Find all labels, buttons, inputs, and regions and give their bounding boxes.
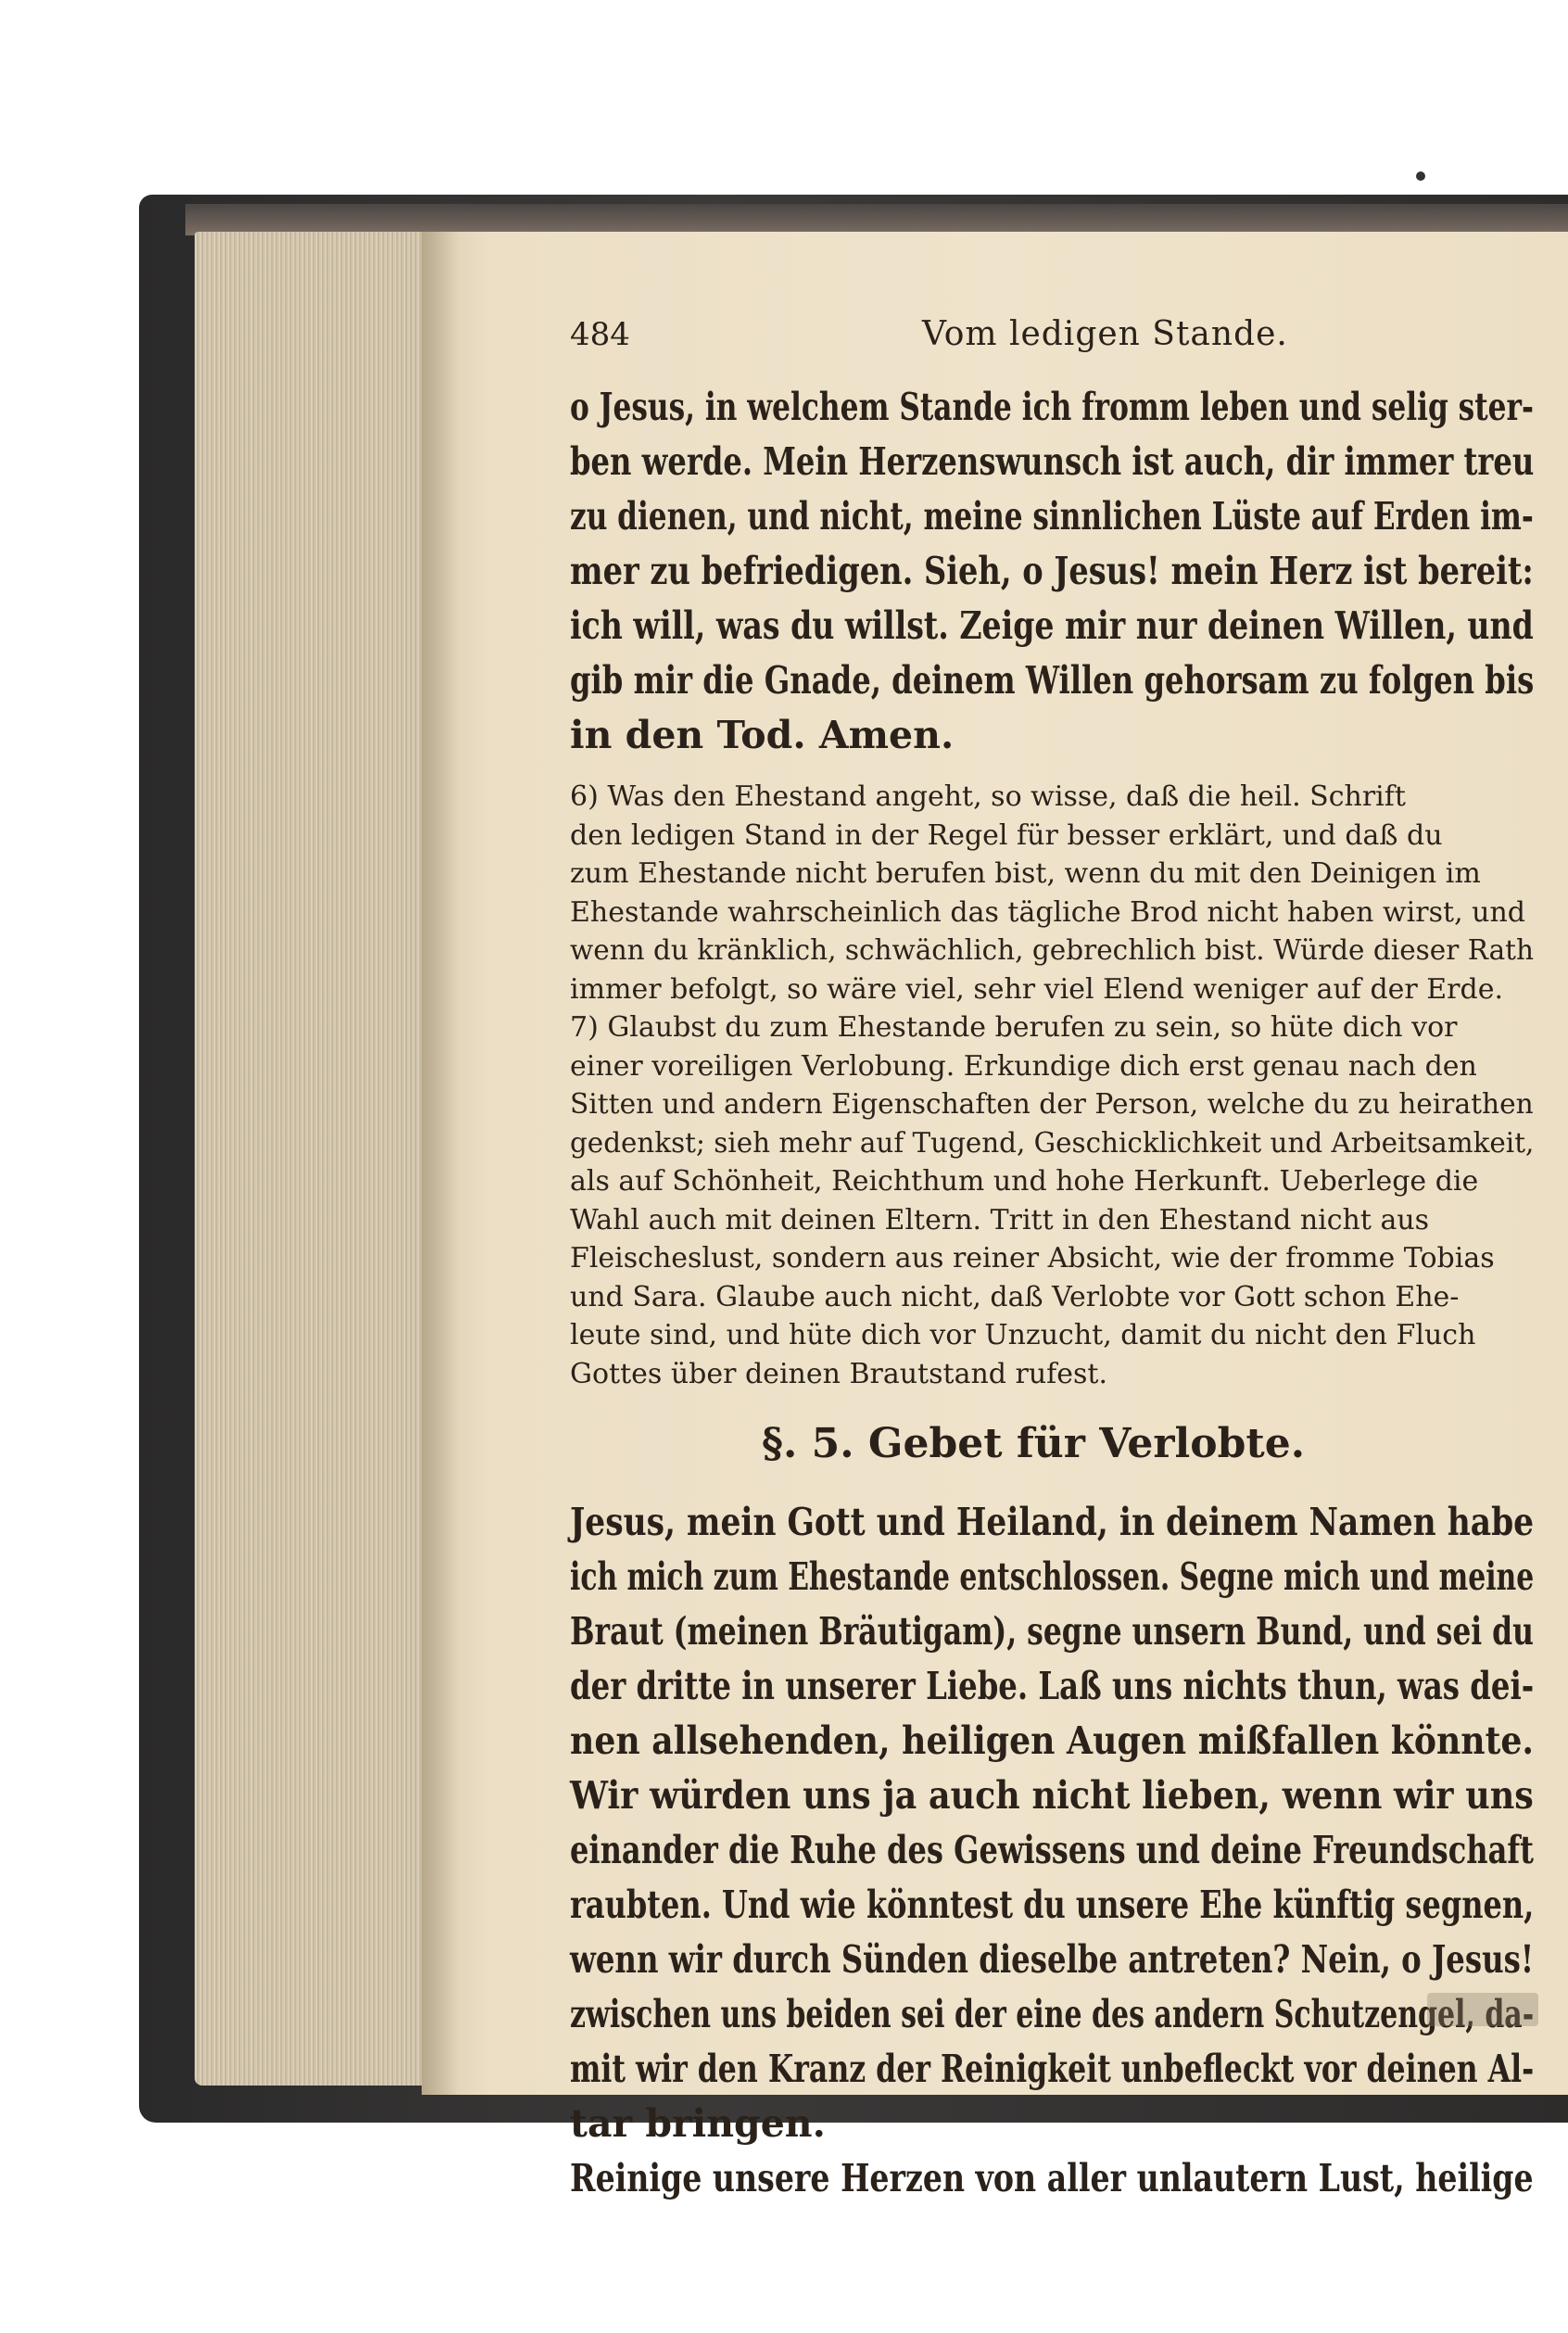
text-line: ben werde. Mein Herzenswunsch ist auch, dir immer treu (570, 439, 1535, 484)
text-line: ich mich zum Ehestande entschlossen. Segne mich und meine (570, 1554, 1535, 1599)
intro-paragraph (570, 380, 1552, 763)
text-line: Ehestande wahrscheinlich das tägliche Brod nicht haben wirst, und (570, 895, 1525, 929)
book-cover-top-edge (185, 204, 1568, 235)
text-line: in den Tod. Amen. (570, 713, 955, 757)
text-line: Wahl auch mit deinen Eltern. Tritt in den Ehestand nicht aus (570, 1203, 1430, 1236)
text-line: der dritte in unserer Liebe. Laß uns nichts thun, was dei- (570, 1664, 1535, 1708)
text-line: und Sara. Glaube auch nicht, daß Verlobte vor Gott schon Ehe- (570, 1280, 1460, 1313)
text-line: Reinige unsere Herzen von aller unlautern Lust, heilige (570, 2156, 1534, 2200)
prayer-paragraph (570, 1495, 1552, 2206)
text-line: leute sind, und hüte dich vor Unzucht, damit du nicht den Fluch (570, 1319, 1476, 1351)
text-line: Sitten und andern Eigenschaften der Person, welche du zu heirathen (570, 1088, 1534, 1121)
text-line: immer befolgt, so wäre viel, sehr viel Elend weniger auf der Erde. (570, 972, 1504, 1006)
text-line: mer zu befriedigen. Sieh, o Jesus! mein Herz ist bereit: (570, 549, 1534, 593)
library-stamp (1427, 1993, 1538, 2026)
instruction-paragraphs (570, 778, 1552, 1393)
text-line: zum Ehestande nicht berufen bist, wenn du mit den Deinigen im (570, 857, 1481, 890)
text-line: zwischen uns beiden sei der eine des andern Schutzengel, da- (570, 1992, 1535, 2036)
gutter-shadow (422, 232, 459, 2095)
text-line: Gottes über deinen Brautstand rufest. (570, 1357, 1108, 1390)
running-head: Vom ledigen Stande. (922, 315, 1288, 353)
text-line: einer voreiligen Verlobung. Erkundige dich erst genau nach den (570, 1049, 1477, 1083)
text-line: Jesus, mein Gott und Heiland, in deinem Namen habe (570, 1500, 1535, 1544)
text-line: 6) Was den Ehestand angeht, so wisse, daß die heil. Schrift (570, 780, 1406, 813)
text-line: Wir würden uns ja auch nicht lieben, wenn wir uns (570, 1773, 1534, 1818)
page-header (570, 315, 1552, 380)
text-line: tar bringen. (570, 2101, 826, 2146)
text-line: wenn du kränklich, schwächlich, gebrechlich bist. Würde dieser Rath (570, 934, 1535, 967)
text-line: zu dienen, und nicht, meine sinnlichen Lüste auf Erden im- (570, 494, 1534, 539)
section-heading: §. 5. Gebet für Verlobte. (761, 1420, 1306, 1467)
text-line: wenn wir durch Sünden dieselbe antreten? Nein, o Jesus! (570, 1937, 1535, 1982)
text-line: den ledigen Stand in der Regel für besser erklärt, und daß du (570, 818, 1443, 852)
page-text (570, 315, 1552, 2206)
text-line: mit wir den Kranz der Reinigkeit unbefleckt vor deinen Al- (570, 2047, 1535, 2091)
text-line: Fleischeslust, sondern aus reiner Absicht, wie der fromme Tobias (570, 1242, 1495, 1274)
text-line: einander die Ruhe des Gewissens und deine Freundschaft (570, 1828, 1534, 1872)
page-number: 484 (570, 316, 630, 353)
text-line: als auf Schönheit, Reichthum und hohe Herkunft. Ueberlege die (570, 1165, 1479, 1198)
text-line: gib mir die Gnade, deinem Willen gehorsam zu folgen bis (570, 658, 1535, 703)
text-line: Braut (meinen Bräutigam), segne unsern Bund, und sei du (570, 1609, 1534, 1654)
text-line: ich will, was du willst. Zeige mir nur deinen Willen, und (570, 603, 1534, 648)
page-edges (195, 232, 426, 2086)
text-line: 7) Glaubst du zum Ehestande berufen zu sein, so hüte dich vor (570, 1011, 1458, 1044)
text-line: raubten. Und wie könntest du unsere Ehe künftig segnen, (570, 1883, 1535, 1927)
text-line: nen allsehenden, heiligen Augen mißfallen könnte. (570, 1718, 1534, 1763)
speck (1416, 171, 1425, 181)
text-line: o Jesus, in welchem Stande ich fromm leben und selig ster- (570, 385, 1534, 429)
text-line: gedenkst; sieh mehr auf Tugend, Geschicklichkeit und Arbeitsamkeit, (570, 1126, 1535, 1160)
